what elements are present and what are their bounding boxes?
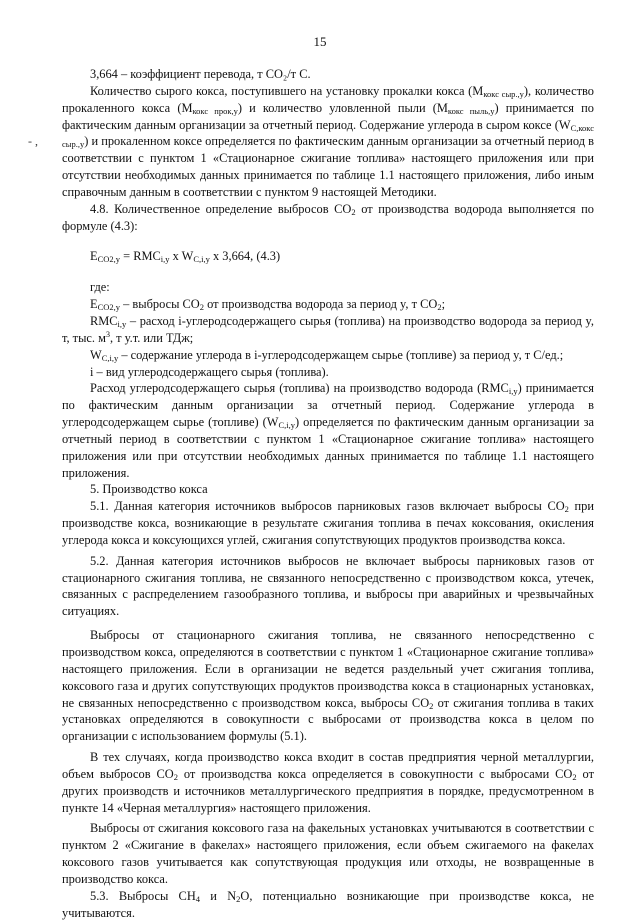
document-body (62, 66, 594, 922)
metallurgy-paragraph: В тех случаях, когда производство кокса входит в состав предприятия черной металлургии, объем выбросов $CO_2$ от производства кокса определяется в совокупности с выбросами $CO_2$ от других производств и источников металлургического предприятия в порядке, предусмотренном в пункте 14 «Черная металлургия» настоящего приложения. (62, 750, 594, 815)
section-5-3-paragraph: 5.3. Выбросы $CH_4$ и $N_2O$, потенциально возникающие при производстве кокса, не учитываются. (62, 888, 594, 920)
flare-paragraph: Выбросы от сжигания коксового газа на факельных установках учитываются в соответствии с пунктом 2 «Сжигание в факелах» настоящего приложения, если объем сжигаемого на факелах коксового газов учитывается как сопутствующая продукция или отходы, не возвращенные в производство кокса. (62, 821, 594, 886)
stationary-combustion-paragraph: Выбросы от стационарного сжигания топлива, не связанного непосредственно с производством кокса, определяются в соответствии с пунктом 1 «Стационарное сжигание топлива» настоящего приложения. Если в организации не ведется раздельный учет сжигания топлива, коксового газа и других сопутствующих продуктов производства кокса в стационарных установках, не связанных непосредственно с производством кокса, выбросы $CO_2$ от сжигания топлива в таких установках определяются в совокупности с выбросами от производства кокса в целом по организации с использованием формулы (5.1). (62, 628, 595, 744)
page-number: 15 (313, 34, 327, 49)
margin-mark: - , (28, 134, 38, 148)
definition-eco2: $E_{CO2,y}$ – выбросы $CO_2$ от производства водорода за период y, т $CO_2$; (90, 297, 446, 313)
feedstock-consumption-paragraph: Расход углеродсодержащего сырья (топлива) на производство водорода $(RMC_{i,y})$ принимается по фактическим данным организации за отчетный период. Содержание углерода в углеродсодержащем сырье (топливе) $(W_{C,i,y})$ определяется по фактическим данным организации за отчетный период в соответствии с пунктом 1 «Стационарное сжигание топлива» настоящего приложения или при отсутствии необходимых данных принимается по таблице 1.1 настоящего приложения. (62, 381, 594, 480)
section-5-1-paragraph: 5.1. Данная категория источников выбросов парниковых газов включает выбросы $CO_2$ при производстве кокса, возникающие в результате сжигания топлива в печах коксования, окисления углерода кокса и коксующихся углей, сжигания сопутствующих продуктов производства кокса. (62, 499, 594, 547)
conversion-factor-line: 3,664 – коэффициент перевода, т CO₂/т С. (90, 67, 311, 81)
definition-i: i – вид углеродсодержащего сырья (топлива). (90, 364, 329, 379)
section-4-8-paragraph: 4.8. Количественное определение выбросов $CO_2$ от производства водорода выполняется по формуле (4.3): (62, 201, 594, 233)
formula-4-3: $E_{CO2,y} = RMC_{i,y}$ x $W_{C,i,y}$ x 3,664, (4.3) (90, 249, 281, 265)
coke-quantity-paragraph: Количество сырого кокса, поступившего на установку прокалки кокса $(M_{кокс сыр.,y})$, количество прокаленного кокса $(M_{кокс прок,y})$ и количество уловленной пыли $(M_{кокс пыль,y})$ принимается по фактическим данным организации за отчетный период. Содержание углерода в сыром коксе $(W_{C,кокс сыр.,y})$ и прокаленном коксе определяется по фактическим данным организации за отчетный период в соответствии с пунктом 1 «Стационарное сжигание топлива» настоящего приложения или при отсутствии необходимых данных принимается по таблице 1.1 настоящего приложения, либо иным справочным данным в соответствии с пунктом 9 настоящей Методики. (62, 83, 594, 199)
section-5-heading: 5. Производство кокса (90, 482, 208, 497)
definition-wc: $W_{C,i,y}$ – содержание углерода в i-углеродсодержащем сырье (топливе) за период y, т С/ед.; (90, 347, 564, 363)
where-label: где: (90, 280, 110, 295)
section-5-2-paragraph: 5.2. Данная категория источников выбросов не включает выбросы парниковых газов от стационарного сжигания топлива, не связанного непосредственно с производством кокса, утечек, связанных с распределением газообразного топлива, и выбросы при аварийных и чрезвычайных ситуациях. (62, 553, 594, 619)
definition-rmc: $RMC_{i,y}$ – расход i-углеродсодержащего сырья (топлива) на производство водорода за период y, т, тыс. $м^3$, т у.т. или ТДж; (62, 313, 594, 345)
